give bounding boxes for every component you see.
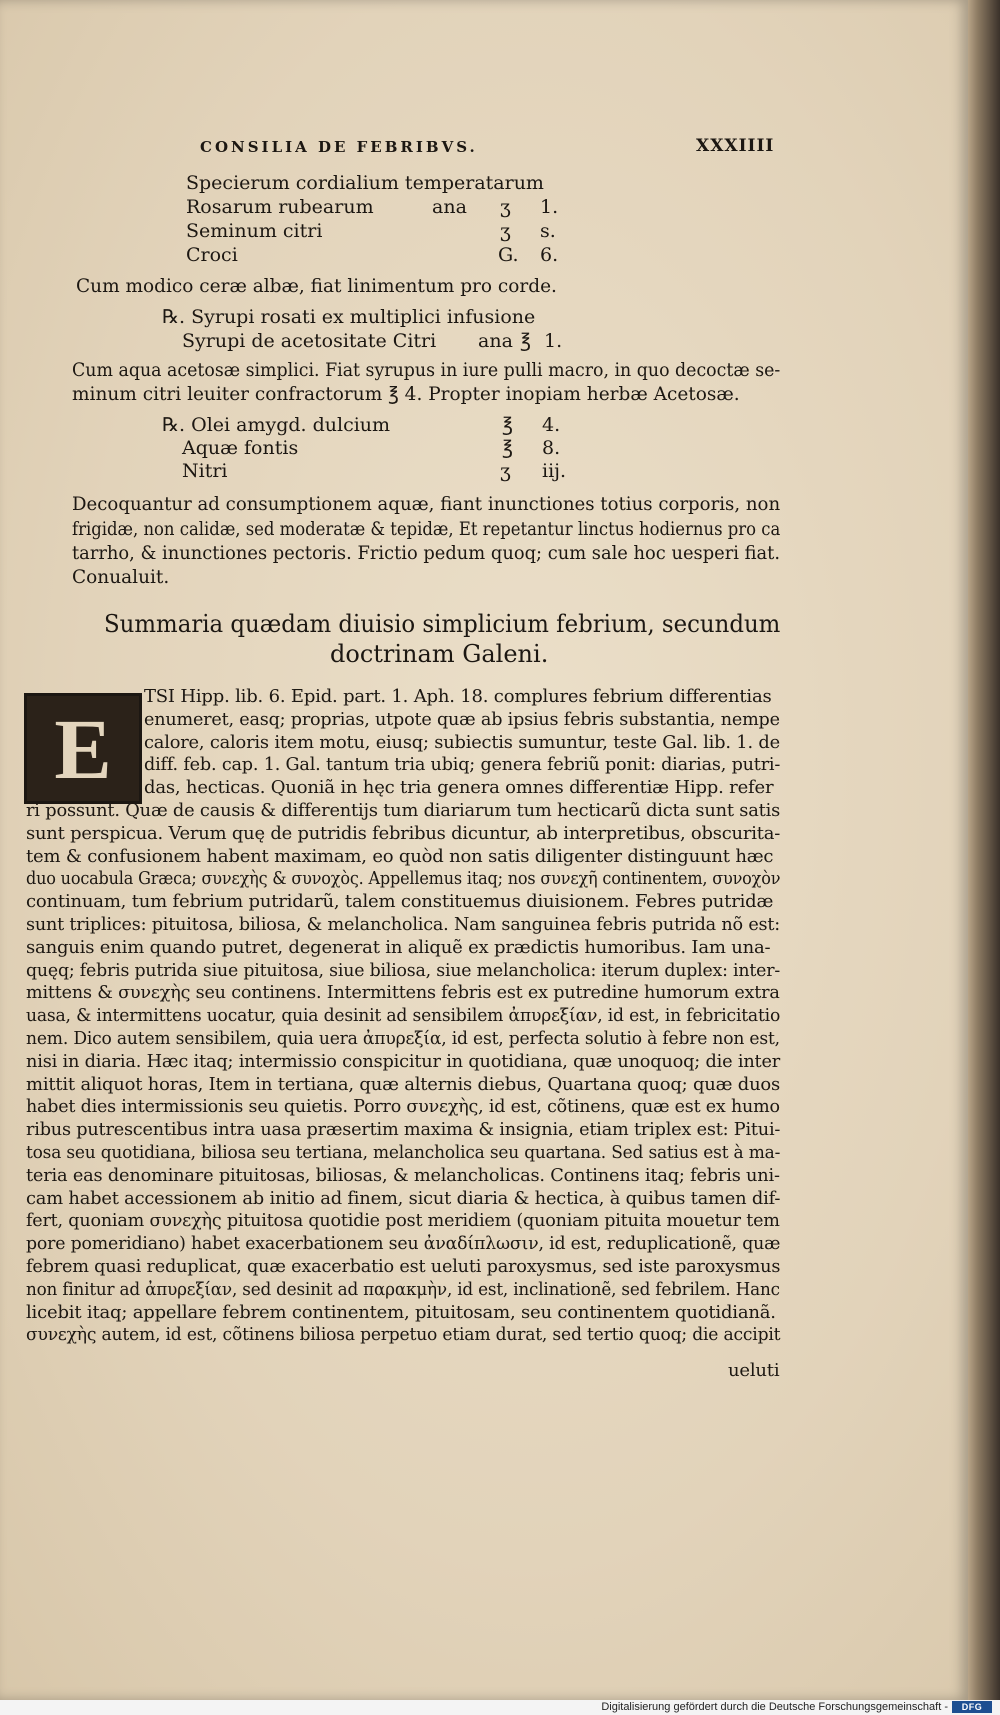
ingredient-name: ℞. Olei amygd. dulcium xyxy=(162,414,391,436)
measure-qty: iij. xyxy=(542,460,567,482)
measure-unit: ʒ xyxy=(500,220,511,242)
body-text-line: calore, caloris item motu, eiusq; subiectis sumuntur, teste Gal. lib. 1. de xyxy=(144,731,780,753)
body-text-line: continuam, tum febrium putridarũ, talem constituemus diuisionem. Febres putridæ xyxy=(26,891,774,913)
body-text-line: nem. Dico autem sensibilem, quia uera ἀπυρεξία, id est, perfecta solutio à febre non est, xyxy=(26,1028,780,1049)
body-text-line: fert, quoniam συνεχὴς pituitosa quotidie post meridiem (quoniam pituita mouetur tem xyxy=(26,1210,780,1232)
measure-qty: 6. xyxy=(540,244,559,266)
paragraph-line: Conualuit. xyxy=(72,567,170,588)
body-text-line: tosa seu quotidiana, biliosa seu tertiana, melancholica seu quartana. Sed satius est à ma- xyxy=(26,1142,781,1163)
body-text-line: cam habet accessionem ab initio ad finem, sicut diaria & hectica, à quibus tamen dif- xyxy=(26,1187,781,1209)
ingredient-name: Croci xyxy=(186,244,238,266)
running-title: CONSILIA DE FEBRIBVS. xyxy=(200,138,478,156)
paragraph-line: Cum aqua acetosæ simplici. Fiat syrupus in iure pulli macro, in quo decoctæ se- xyxy=(72,360,781,381)
body-text-line: συνεχὴς autem, id est, cõtinens biliosa perpetuo etiam durat, sed tertio quoq; die accipit xyxy=(26,1324,781,1346)
measure-unit: ℥ xyxy=(502,437,513,459)
measure-qty: s. xyxy=(540,220,556,242)
section-title: doctrinam Galeni. xyxy=(330,640,549,668)
measure-qty: 1. xyxy=(540,196,559,218)
body-text-line: sunt perspicua. Verum quę de putridis febribus dicuntur, ab interpretibus, obscurita- xyxy=(26,822,781,844)
section-title: Summaria quædam diuisio simplicium febrium, secundum xyxy=(104,610,781,638)
measure-unit: ℥ xyxy=(520,330,531,352)
body-text-line: diff. feb. cap. 1. Gal. tantum tria ubiq; genera febriũ ponit: diarias, putri- xyxy=(144,754,781,776)
body-text-line: mittens & συνεχὴς seu continens. Intermittens febris est ex putredine humorum extra xyxy=(26,982,780,1004)
body-text-line: sunt triplices: pituitosa, biliosa, & melancholica. Nam sanguinea febris putrida nõ est: xyxy=(26,914,781,935)
catchword: ueluti xyxy=(728,1360,780,1381)
ana-word: ana xyxy=(432,196,467,218)
body-text-line: sanguis enim quando putret, degenerat in aliquẽ ex prædictis humoribus. Iam una- xyxy=(26,936,771,958)
body-text-line: TSI Hipp. lib. 6. Epid. part. 1. Aph. 18. complures febrium differentias xyxy=(144,686,772,707)
measure-qty: 4. xyxy=(542,414,561,436)
measure-unit: G. xyxy=(498,244,519,266)
footer-credit: Digitalisierung gefördert durch die Deutsche Forschungsgemeinschaft - xyxy=(601,1701,948,1713)
initial-letter: E xyxy=(54,700,112,797)
measure-unit: ʒ xyxy=(500,460,511,482)
dfg-logo-text: DFG xyxy=(961,1702,983,1712)
paragraph-line: Decoquantur ad consumptionem aquæ, fiant inunctiones totius corporis, non xyxy=(72,494,781,515)
body-text-line: licebit itaq; appellare febrem continentem, pituitosam, seu continentem quotidianã. xyxy=(26,1301,776,1323)
body-text-line: duo uocabula Græca; συνεχὴς & συνοχὸς. Appellemus itaq; nos συνεχῆ continentem, συνοχὸν xyxy=(26,868,781,890)
measure-unit: ʒ xyxy=(500,196,511,218)
paragraph-line: tarrho, & inunctiones pectoris. Frictio pedum quoq; cum sale hoc uesperi fiat. xyxy=(72,543,781,564)
body-text-line: ribus putrescentibus intra uasa præsertim maxima & insignia, etiam triplex est: Pitui- xyxy=(26,1119,781,1141)
body-text-line: ri possunt. Quæ de causis & differentijs tum diariarum tum hecticarũ dicta sunt satis xyxy=(26,800,781,821)
paragraph-line: minum citri leuiter confractorum ℥ 4. Propter inopiam herbæ Acetosæ. xyxy=(72,384,740,405)
footer-bar xyxy=(0,1700,1000,1715)
ingredient-name: ℞. Syrupi rosati ex multiplici infusione xyxy=(162,306,536,328)
page-edge xyxy=(968,0,1000,1700)
body-text-line: uasa, & intermittens uocatur, quia desinit ad sensibilem ἀπυρεξίαν, id est, in febricitatio xyxy=(26,1005,781,1027)
measure-qty: 8. xyxy=(542,437,561,459)
body-text-line: pore pomeridiano) habet exacerbationem seu ἀναδίπλωσιν, id est, reduplicationẽ, quæ xyxy=(26,1233,781,1255)
dfg-logo xyxy=(952,1701,992,1713)
measure-qty: 1. xyxy=(544,330,563,352)
body-text-line: enumeret, easq; proprias, utpote quæ ab ipsius febris substantia, nempe xyxy=(144,708,780,730)
page-number: XXXIIII xyxy=(696,136,775,156)
body-text-line: mittit aliquot horas, Item in tertiana, quæ alternis diebus, Quartana quoq; quæ duos xyxy=(26,1073,781,1095)
measure-unit: ℥ xyxy=(502,414,513,436)
body-text-line: habet dies intermissionis seu quietis. Porro συνεχὴς, id est, cõtinens, quæ est ex humo xyxy=(26,1096,780,1118)
ingredient-name: Specierum cordialium temperatarum xyxy=(186,172,544,194)
paragraph-line: frigidæ, non calidæ, sed moderatæ & tepidæ, Et repetantur linctus hodiernus pro ca xyxy=(72,519,781,540)
ingredient-name: Seminum citri xyxy=(186,220,323,242)
body-text-line: nisi in diaria. Hæc itaq; intermissio conspicitur in quotidiana, quæ unoquoq; die inter xyxy=(26,1050,781,1072)
body-text-line: tem & confusionem habent maximam, eo quòd non satis diligenter distinguunt hæc xyxy=(26,845,774,867)
ingredient-name: Rosarum rubearum xyxy=(186,196,374,218)
ana-word: ana xyxy=(478,330,513,352)
body-text-line: non finitur ad ἀπυρεξίαν, sed desinit ad παρακμὴν, id est, inclinationẽ, sed febrilem. Hanc xyxy=(26,1278,780,1300)
body-text-line: febrem quasi reduplicat, quæ exacerbatio est ueluti paroxysmus, sed iste paroxysmus xyxy=(26,1256,781,1277)
body-text-line: das, hecticas. Quoniã in hęc tria genera omnes differentiæ Hipp. refer xyxy=(144,777,774,799)
instruction-line: Cum modico ceræ albæ, fiat linimentum pro corde. xyxy=(76,276,557,297)
ingredient-name: Syrupi de acetositate Citri xyxy=(182,330,437,352)
ingredient-name: Aquæ fontis xyxy=(182,437,299,459)
decorated-initial xyxy=(24,693,142,804)
body-text-line: teria eas denominare pituitosas, biliosas, & melancholicas. Continens itaq; febris uni- xyxy=(26,1164,780,1186)
ingredient-name: Nitri xyxy=(182,460,228,482)
body-text-line: quęq; febris putrida siue pituitosa, siue biliosa, siue melancholica: iterum duplex: inter- xyxy=(26,959,780,981)
